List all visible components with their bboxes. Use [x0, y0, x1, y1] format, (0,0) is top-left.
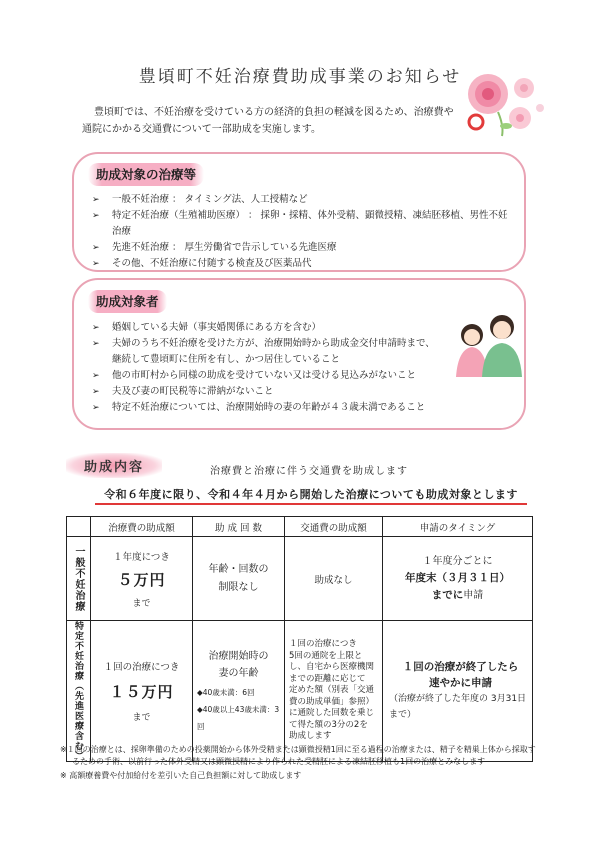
table-header-row [67, 517, 533, 537]
support-content-description: 治療費と治療に伴う交通費を助成します [210, 466, 408, 477]
intro-line-1: 豊頃町では、不妊治療を受けている方の経済的負担の軽減を図るため、治療費や [94, 107, 454, 118]
list-item: ➢ 一般不妊治療 ： タイミング法、人工授精など [84, 192, 514, 208]
table-header: 助 成 回 数 [193, 517, 285, 537]
flower-illustration [458, 68, 548, 138]
list-item: ➢ 他の市町村から同様の助成を受けていない又は受ける見込みがないこと [84, 368, 464, 384]
table-header-blank [67, 517, 91, 537]
timing-cell: １年度分ごとに 年度末（３月３１日） までに申請 [383, 537, 533, 621]
intro-text [82, 104, 482, 138]
arrow-bullet-icon: ➢ [92, 403, 100, 413]
list-item: ➢ 婚姻している夫婦（事実婚関係にある方を含む） [84, 320, 464, 336]
treatment-section-heading: 助成対象の治療等 [88, 163, 204, 186]
list-item: ➢ その他、不妊治療に付随する検査及び医薬品代 [84, 256, 514, 272]
row-label-cell [67, 537, 91, 621]
amount-cell: １年度につき ５万円 まで [91, 537, 193, 621]
arrow-bullet-icon: ➢ [92, 211, 100, 221]
list-item: ➢ 夫及び妻の町民税等に滞納がないこと [84, 384, 464, 400]
man-figure [482, 315, 522, 377]
eligibility-list [84, 320, 464, 416]
flower-small [536, 104, 544, 112]
arrow-bullet-icon: ➢ [92, 387, 100, 397]
row-label: 特定不妊治療（先進医療含む） [73, 621, 83, 761]
row-label-cell [67, 621, 91, 762]
arrow-bullet-icon: ➢ [92, 371, 100, 381]
arrow-bullet-icon: ➢ [92, 259, 100, 269]
arrow-bullet-icon: ➢ [92, 195, 100, 205]
amount-value: ５万円 [117, 570, 166, 589]
flower-large [468, 74, 508, 114]
table-header: 交通費の助成額 [285, 517, 383, 537]
count-cell: 治療開始時の 妻の年齢 ◆40歳未満：6回 ◆40歳以上43歳未満：3回 [193, 621, 285, 762]
count-cell: 年齢・回数の 制限なし [193, 537, 285, 621]
flower-bottom-right [509, 107, 531, 129]
table-header: 申請のタイミング [383, 517, 533, 537]
flower-right [514, 78, 534, 98]
amount-value: １５万円 [109, 683, 174, 701]
footnote-1: ※１回の治療とは、採卵準備のための投薬開始から体外受精または顕微授精1回に至る過程の治療または、精子を精巣上体から採取す るための手術、以前行った体外受精又は顕微授精により作られた受精胚による凍結胚移植も1回の治療とみなします [60, 745, 536, 766]
page-title: 豊頃町不妊治療費助成事業のお知らせ [138, 67, 462, 87]
couple-illustration [452, 305, 524, 377]
arrow-bullet-icon: ➢ [92, 323, 100, 333]
list-item: ➢ 特定不妊治療（生殖補助医療） ： 採卵・採精、体外受精、顕微授精、凍結胚移植、男性不妊治療 [92, 210, 508, 237]
arrow-bullet-icon: ➢ [92, 243, 100, 253]
arrow-bullet-icon: ➢ [92, 339, 100, 349]
eligibility-section-heading: 助成対象者 [88, 290, 167, 313]
list-item: ➢ 先進不妊治療 ： 厚生労働省で告示している先進医療 [84, 240, 514, 256]
flower-red-ring [469, 115, 483, 129]
timing-cell: １回の治療が終了したら 速やかに申請 （治療が終了した年度の 3月31日 まで） [383, 621, 533, 762]
subsidy-table [66, 516, 533, 762]
transport-cell: １回の治療につき 5回の通院を上限と し、自宅から医療機関 までの距離に応じて 定めた額（別表「交通 費の助成単価」参照） に通院した回数を乗じ て得た額の3分の2を 助成します [285, 621, 383, 762]
transport-cell: 助成なし [285, 537, 383, 621]
row-label: 一般不妊治療 [73, 545, 84, 612]
footnote-2: ※ 高額療養費や付加給付を差引いた自己負担額に対して助成します [60, 771, 302, 780]
special-notice: 令和６年度に限り、令和４年４月から開始した治療についても助成対象とします [95, 486, 527, 505]
table-row [67, 537, 533, 621]
table-header: 治療費の助成額 [91, 517, 193, 537]
list-item: ➢ 特定不妊治療については、治療開始時の妻の年齢が４３歳未満であること [84, 400, 464, 416]
treatment-list [84, 192, 514, 272]
intro-line-2: 通院にかかる交通費について一部助成を実施します。 [82, 124, 321, 135]
list-item: ➢ 夫婦のうち不妊治療を受けた方が、治療開始時から助成金交付申請時まで、 継続して豊頃町に住所を有し、かつ居住していること [92, 338, 435, 365]
treatment-section [72, 152, 526, 272]
table-row [67, 621, 533, 762]
leaf-icon [500, 123, 512, 129]
support-content-heading: 助成内容 [66, 453, 162, 478]
amount-cell: １回の治療につき １５万円 まで [91, 621, 193, 762]
